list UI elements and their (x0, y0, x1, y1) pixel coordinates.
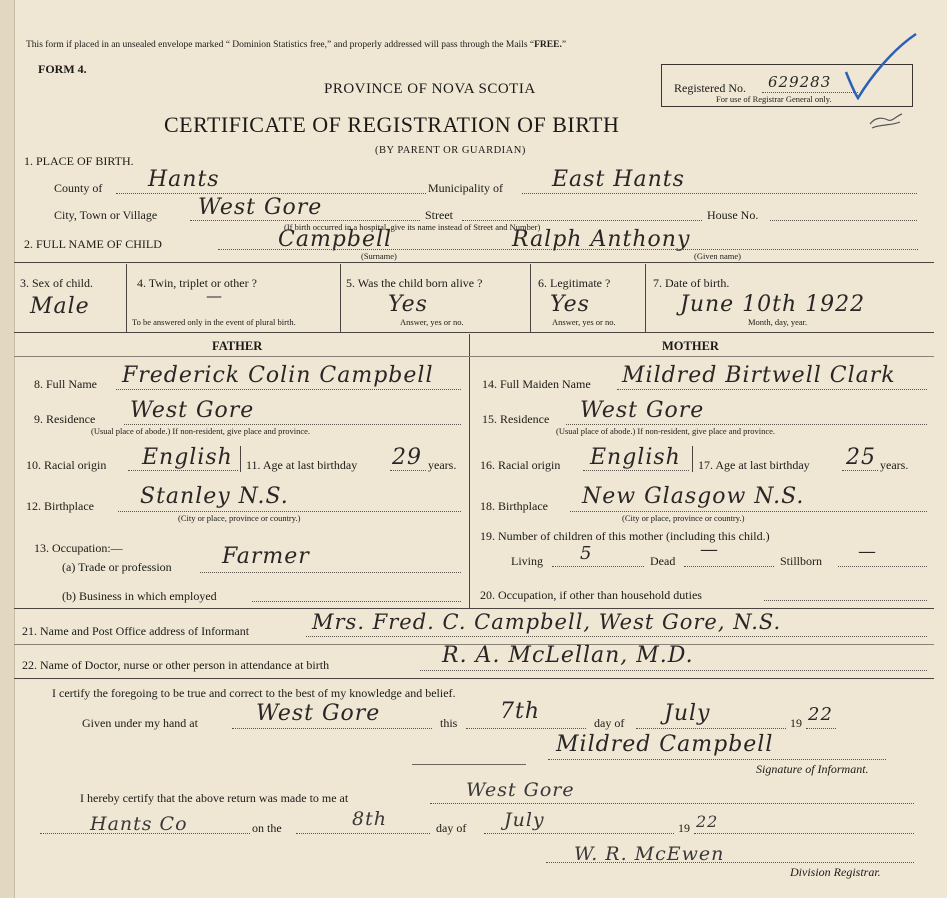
living-count: 5 (580, 543, 593, 564)
father-residence-label: 9. Residence (34, 412, 96, 426)
given-name-note: (Given name) (694, 251, 741, 261)
mother-birthplace-note: (City or place, province or country.) (622, 513, 745, 523)
born-alive-label: 5. Was the child born alive ? (346, 276, 483, 290)
paper-left-edge (0, 0, 15, 898)
mother-residence-label: 15. Residence (482, 412, 550, 426)
signature-of-informant-label: Signature of Informant. (756, 762, 869, 776)
certify-month: July (664, 701, 711, 726)
mother-racial: English (590, 445, 681, 470)
registered-number: 629283 (768, 73, 832, 91)
children-count-label: 19. Number of children of this mother (including this child.) (480, 529, 770, 543)
street-label: Street (425, 208, 453, 222)
city-value: West Gore (198, 195, 323, 220)
father-age-label: 11. Age at last birthday (246, 458, 358, 472)
dead-label: Dead (650, 554, 676, 568)
informant-label: 21. Name and Post Office address of Informant (22, 624, 250, 638)
division-registrar-label: Division Registrar. (790, 865, 881, 879)
father-racial-label: 10. Racial origin (26, 458, 107, 472)
mother-birthplace: New Glasgow N.S. (582, 484, 805, 509)
registrar-county: Hants Co (90, 813, 188, 835)
born-alive-value: Yes (388, 292, 428, 317)
father-birthplace-label: 12. Birthplace (26, 499, 94, 513)
sex-value: Male (30, 294, 90, 319)
mother-occupation-label: 20. Occupation, if other than household duties (480, 588, 702, 602)
twin-value: — (206, 286, 223, 305)
form-number: FORM 4. (38, 62, 87, 76)
trade-label: (a) Trade or profession (62, 560, 172, 574)
mother-racial-label: 16. Racial origin (480, 458, 561, 472)
mother-age-label: 17. Age at last birthday (698, 458, 810, 472)
child-given-name: Ralph Anthony (512, 227, 691, 252)
county-label: County of (54, 181, 103, 195)
child-name-label: 2. FULL NAME OF CHILD (24, 237, 162, 251)
mother-years-label: years. (880, 458, 909, 472)
dead-count: — (700, 539, 719, 560)
mother-age: 25 (846, 445, 876, 470)
certificate-subtitle: (BY PARENT OR GUARDIAN) (375, 145, 526, 156)
father-birthplace: Stanley N.S. (140, 484, 289, 509)
legitimate-note: Answer, yes or no. (552, 317, 616, 327)
registrar-statement: I hereby certify that the above return was made to me at (80, 791, 349, 805)
father-heading: FATHER (212, 339, 263, 353)
registrar-day: 8th (352, 808, 387, 830)
municipality-label: Municipality of (428, 181, 503, 195)
registrar-day-of-label: day of (436, 821, 467, 835)
mother-residence-note: (Usual place of abode.) If non-resident, give place and province. (556, 426, 776, 436)
mother-birthplace-label: 18. Birthplace (480, 499, 548, 513)
legitimate-value: Yes (550, 292, 590, 317)
twin-note: To be answered only in the event of plural birth. (132, 317, 296, 327)
certify-statement: I certify the foregoing to be true and correct to the best of my knowledge and belief. (52, 686, 456, 700)
certify-this-label: this (440, 716, 458, 730)
father-residence: West Gore (130, 398, 255, 423)
city-label: City, Town or Village (54, 208, 158, 222)
mailing-notice: This form if placed in an unsealed envelope marked “ Dominion Statistics free,” and properly addressed will pass through the Mails “FREE.” (26, 40, 567, 50)
mother-name: Mildred Birtwell Clark (622, 363, 896, 388)
date-of-birth-note: Month, day, year. (748, 317, 808, 327)
hospital-note: (If birth occurred in a hospital, give its name instead of Street and Number) (284, 222, 541, 232)
father-birthplace-note: (City or place, province or country.) (178, 513, 301, 523)
surname-note: (Surname) (361, 251, 397, 261)
twin-label: 4. Twin, triplet or other ? (137, 276, 257, 290)
blue-check-mark (840, 30, 920, 110)
mother-residence: West Gore (580, 398, 705, 423)
place-of-birth-heading: 1. PLACE OF BIRTH. (24, 154, 134, 168)
house-number-label: House No. (707, 208, 759, 222)
registrar-only-note: For use of Registrar General only. (716, 94, 832, 104)
trade-value: Farmer (222, 544, 310, 569)
child-surname: Campbell (278, 227, 393, 252)
stillborn-label: Stillborn (780, 554, 823, 568)
certificate-title: CERTIFICATE OF REGISTRATION OF BIRTH (164, 112, 620, 137)
father-racial: English (142, 445, 233, 470)
registrar-year-prefix: 19 (678, 821, 690, 835)
father-age: 29 (392, 445, 422, 470)
registrar-on-the-label: on the (252, 821, 282, 835)
date-of-birth-value: June 10th 1922 (680, 292, 866, 317)
mother-heading: MOTHER (662, 339, 719, 353)
informant-value: Mrs. Fred. C. Campbell, West Gore, N.S. (312, 610, 782, 634)
father-name-label: 8. Full Name (34, 377, 97, 391)
province-heading: PROVINCE OF NOVA SCOTIA (324, 81, 536, 97)
sex-label: 3. Sex of child. (20, 276, 93, 290)
father-residence-note: (Usual place of abode.) If non-resident, give place and province. (91, 426, 311, 436)
given-under-hand-label: Given under my hand at (82, 716, 198, 730)
municipality-value: East Hants (552, 167, 685, 192)
certify-year: 22 (808, 704, 833, 725)
registrar-signature: W. R. McEwen (574, 843, 725, 865)
father-years-label: years. (428, 458, 457, 472)
informant-signature: Mildred Campbell (556, 732, 774, 757)
mother-name-label: 14. Full Maiden Name (482, 377, 591, 391)
certify-day-of-label: day of (594, 716, 625, 730)
certify-year-prefix: 19 (790, 716, 802, 730)
doctor-label: 22. Name of Doctor, nurse or other person in attendance at birth (22, 658, 330, 672)
certify-day: 7th (500, 699, 541, 724)
certify-place: West Gore (256, 701, 381, 726)
county-value: Hants (148, 167, 220, 192)
stillborn-count: — (858, 541, 877, 562)
registrar-year: 22 (696, 812, 719, 831)
date-of-birth-label: 7. Date of birth. (653, 276, 730, 290)
registrar-place: West Gore (466, 779, 575, 801)
living-label: Living (511, 554, 543, 568)
legitimate-label: 6. Legitimate ? (538, 276, 611, 290)
occupation-label: 13. Occupation:— (34, 541, 123, 555)
business-label: (b) Business in which employed (62, 589, 217, 603)
pencil-scribble-mark (866, 110, 906, 132)
born-alive-note: Answer, yes or no. (400, 317, 464, 327)
registered-label: Registered No. (674, 81, 746, 95)
father-name: Frederick Colin Campbell (122, 363, 434, 388)
registrar-month: July (504, 809, 545, 831)
doctor-value: R. A. McLellan, M.D. (442, 643, 694, 668)
